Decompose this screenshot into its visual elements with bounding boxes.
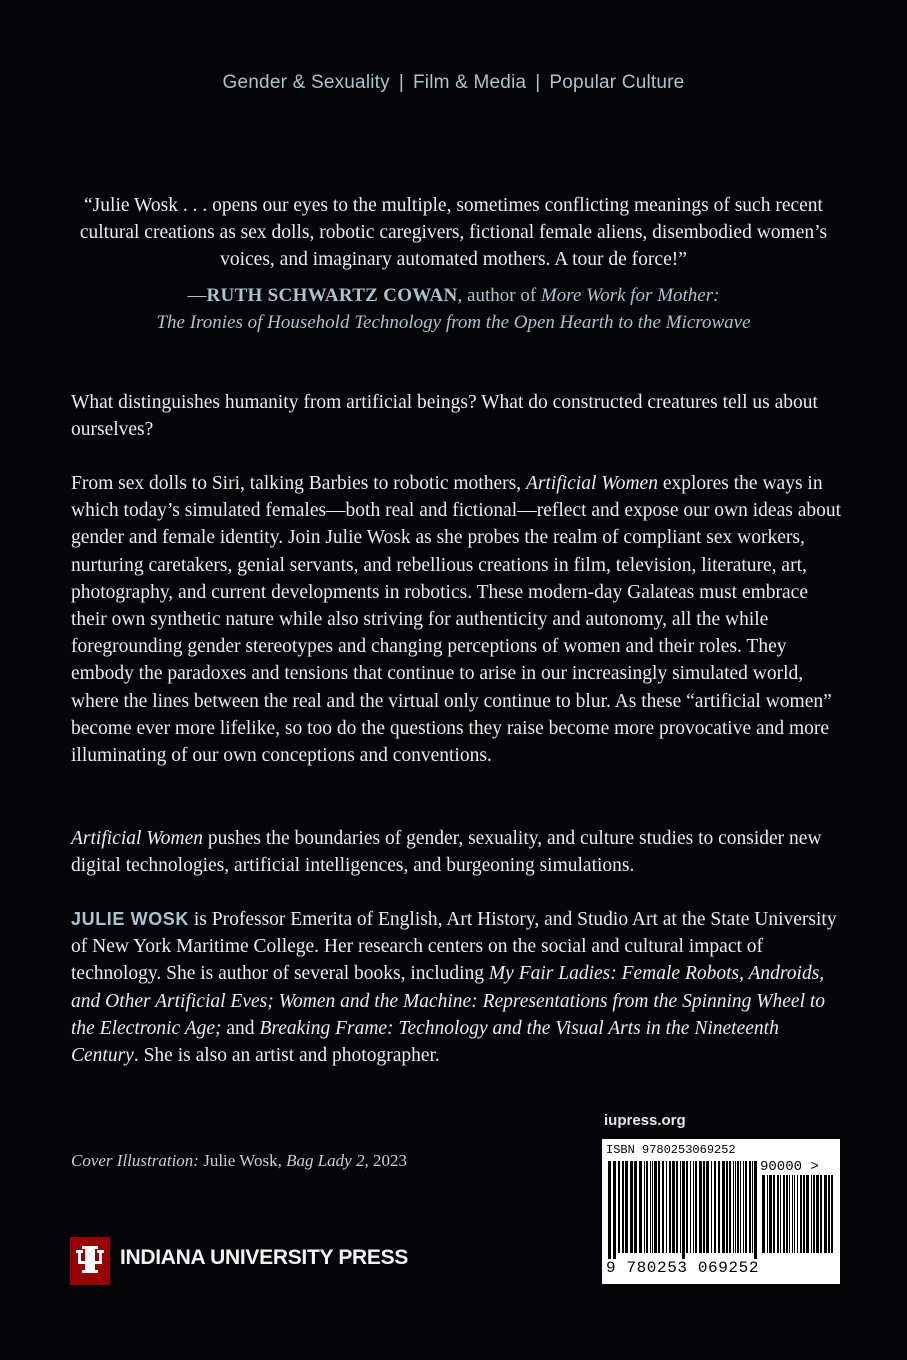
- barcode-bar: [625, 1161, 628, 1253]
- barcode-bar: [613, 1161, 616, 1259]
- cover-illustration-credit: [71, 1151, 407, 1171]
- p2-book-title: Artificial Women: [525, 473, 658, 494]
- isbn-digits: 9 780253 069252: [606, 1259, 760, 1277]
- p2-intro: From sex dolls to Siri, talking Barbies to robotic mothers,: [71, 473, 526, 494]
- publisher-name: INDIANA UNIVERSITY PRESS: [120, 1246, 409, 1269]
- category-separator: |: [535, 72, 541, 93]
- barcode-bar: [680, 1161, 681, 1253]
- barcode-bar: [666, 1161, 667, 1253]
- barcode-bar: [706, 1161, 709, 1253]
- credit-label: Cover Illustration:: [71, 1151, 199, 1170]
- bio-text-3: . She is also an artist and photographer.: [133, 1045, 440, 1067]
- barcode-bar: [767, 1175, 768, 1253]
- barcode-bar: [735, 1161, 736, 1253]
- endorsement-quote: [60, 192, 847, 273]
- barcode-bar: [699, 1161, 702, 1253]
- price-code: [760, 1159, 819, 1175]
- barcode-bar: [711, 1161, 712, 1253]
- endorsement-attribution: [60, 282, 847, 336]
- barcode-bar: [644, 1161, 645, 1253]
- iu-trident-icon: [70, 1237, 110, 1285]
- bio-text-2: and: [221, 1017, 260, 1039]
- barcode-addon-bars: [762, 1175, 836, 1259]
- barcode-bar: [794, 1175, 795, 1253]
- barcode-bar: [806, 1175, 809, 1253]
- barcode-bar: [813, 1175, 815, 1253]
- barcode-bar: [777, 1175, 779, 1253]
- barcode-bar: [650, 1161, 651, 1253]
- bio-books-1: My Fair Ladies: Female Robots, Androids, and Other Artificial Eves; Women and the Machine: Representations from the Spinning Wheel to the Electronic Age;: [71, 963, 826, 1039]
- barcode-bar: [672, 1161, 675, 1253]
- barcode-bar: [733, 1161, 734, 1253]
- category-gender-sexuality: Gender & Sexuality: [222, 72, 390, 93]
- bio-books-2: Breaking Frame: Technology and the Visual Arts in the Nineteenth Century: [71, 1017, 779, 1067]
- barcode-bar: [783, 1175, 785, 1253]
- barcode-bar: [722, 1161, 725, 1253]
- barcode-bar: [792, 1175, 793, 1253]
- publisher-url[interactable]: iupress.org: [604, 1112, 686, 1129]
- barcode-bar: [811, 1175, 812, 1253]
- endorser-book-title-line1: More Work for Mother:: [540, 285, 720, 306]
- barcode-bar: [820, 1175, 822, 1253]
- barcode-bar: [803, 1175, 805, 1253]
- barcode-bar: [608, 1161, 611, 1259]
- bio-text-1: is Professor Emerita of English, Art History, and Studio Art at the State University of New York Maritime College. Her research centers on the social and cultural impact of technology. She is author of several books, including: [71, 909, 837, 985]
- barcode-bar: [769, 1175, 772, 1253]
- endorser-role: , author of: [457, 285, 541, 306]
- barcode-bar: [780, 1175, 781, 1253]
- credit-artist: Julie Wosk,: [198, 1151, 287, 1170]
- barcode-bar: [726, 1161, 728, 1253]
- credit-work-title: Bag Lady 2: [286, 1151, 365, 1170]
- barcode-bar: [718, 1161, 720, 1253]
- barcode-main-bars: [608, 1161, 758, 1259]
- price-code-digits: 90000: [760, 1159, 803, 1175]
- barcode-bar: [654, 1161, 657, 1253]
- barcode-bar: [662, 1161, 664, 1253]
- endorser-name: RUTH SCHWARTZ COWAN: [206, 285, 458, 306]
- author-name: JULIE WOSK: [71, 909, 190, 929]
- credit-year: , 2023: [364, 1151, 407, 1170]
- barcode-bar: [639, 1161, 642, 1253]
- barcode-bar: [630, 1161, 633, 1253]
- barcode-bar: [690, 1161, 691, 1253]
- barcode-bar: [752, 1161, 753, 1253]
- endorser-book-title-line2: The Ironies of Household Technology from the Open Hearth to the Microwave: [156, 312, 751, 333]
- subject-categories: [0, 72, 907, 94]
- barcode-bar: [816, 1175, 819, 1253]
- quote-text: “Julie Wosk . . . opens our eyes to the multiple, sometimes conflicting meanings of such recent cultural creations as sex dolls, robotic caregivers, fictional female aliens, disembodied women’s voices, and imaginary automated mothers. A tour de force!”: [79, 195, 828, 270]
- barcode-bar: [824, 1175, 827, 1253]
- barcode-bar: [737, 1161, 739, 1253]
- barcode-bar: [714, 1161, 716, 1253]
- barcode-bar: [762, 1175, 765, 1253]
- barcode-bar: [797, 1175, 798, 1253]
- barcode-bar: [693, 1161, 694, 1253]
- barcode-bar: [669, 1161, 671, 1253]
- description-paragraph-2: [71, 470, 846, 769]
- barcode-bar: [745, 1161, 747, 1253]
- category-film-media: Film & Media: [413, 72, 527, 93]
- barcode-bar: [686, 1161, 688, 1253]
- barcode-bar: [743, 1161, 744, 1253]
- author-bio: [71, 906, 846, 1069]
- barcode-bar: [740, 1161, 741, 1253]
- price-code-arrow: >: [810, 1159, 819, 1175]
- barcode-bar: [831, 1175, 833, 1253]
- barcode-bar: [786, 1175, 788, 1253]
- isbn-label: ISBN 9780253069252: [606, 1143, 736, 1157]
- attribution-dash: —: [187, 285, 207, 306]
- p3-body: pushes the boundaries of gender, sexuality, and culture studies to consider new digital technologies, artificial intelligences, and burgeoning simulations.: [71, 828, 822, 877]
- barcode-bar: [800, 1175, 802, 1253]
- barcode-bar: [658, 1161, 660, 1253]
- barcode-bar: [676, 1161, 678, 1253]
- barcode-bar: [646, 1161, 648, 1253]
- barcode-bar: [828, 1175, 830, 1253]
- barcode-bar: [634, 1161, 637, 1253]
- p2-body: explores the ways in which today’s simulated females—both real and fictional—reflect and expose our own ideas about gender and female identity. Join Julie Wosk as she probes the realm of compliant sex workers, nurturing caretakers, genial servants, and rebellious creations in film, television, literature, art, photography, and current developments in robotics. These modern-day Galateas must embrace their own synthetic nature while also striving for authenticity and autonomy, all the while foregrounding gender stereotypes and changing perceptions of women and their roles. They embody the paradoxes and tensions that continue to arise in our increasingly simulated world, where the lines between the real and the virtual only continue to blur. As these “artificial women” become ever more lifelike, so too do the questions they raise become more provocative and more illuminating of our own conceptions and conventions.: [71, 473, 842, 767]
- description-paragraph-1: What distinguishes humanity from artificial beings? What do constructed creatures tell us about ourselves?: [71, 392, 818, 441]
- barcode-bar: [682, 1161, 685, 1259]
- barcode-bar: [773, 1175, 775, 1253]
- isbn-barcode: [602, 1139, 840, 1284]
- barcode-bar: [618, 1161, 620, 1253]
- barcode-bar: [749, 1161, 751, 1253]
- barcode-bar: [754, 1161, 757, 1259]
- barcode-bar: [789, 1175, 790, 1253]
- barcode-bar: [703, 1161, 705, 1253]
- description-paragraph-3: [71, 825, 846, 879]
- barcode-bar: [695, 1161, 697, 1253]
- barcode-bar: [652, 1161, 653, 1253]
- barcode-bar: [622, 1161, 624, 1253]
- category-separator: |: [398, 72, 404, 93]
- category-popular-culture: Popular Culture: [549, 72, 685, 93]
- barcode-bar: [729, 1161, 731, 1253]
- p3-book-title: Artificial Women: [71, 828, 203, 849]
